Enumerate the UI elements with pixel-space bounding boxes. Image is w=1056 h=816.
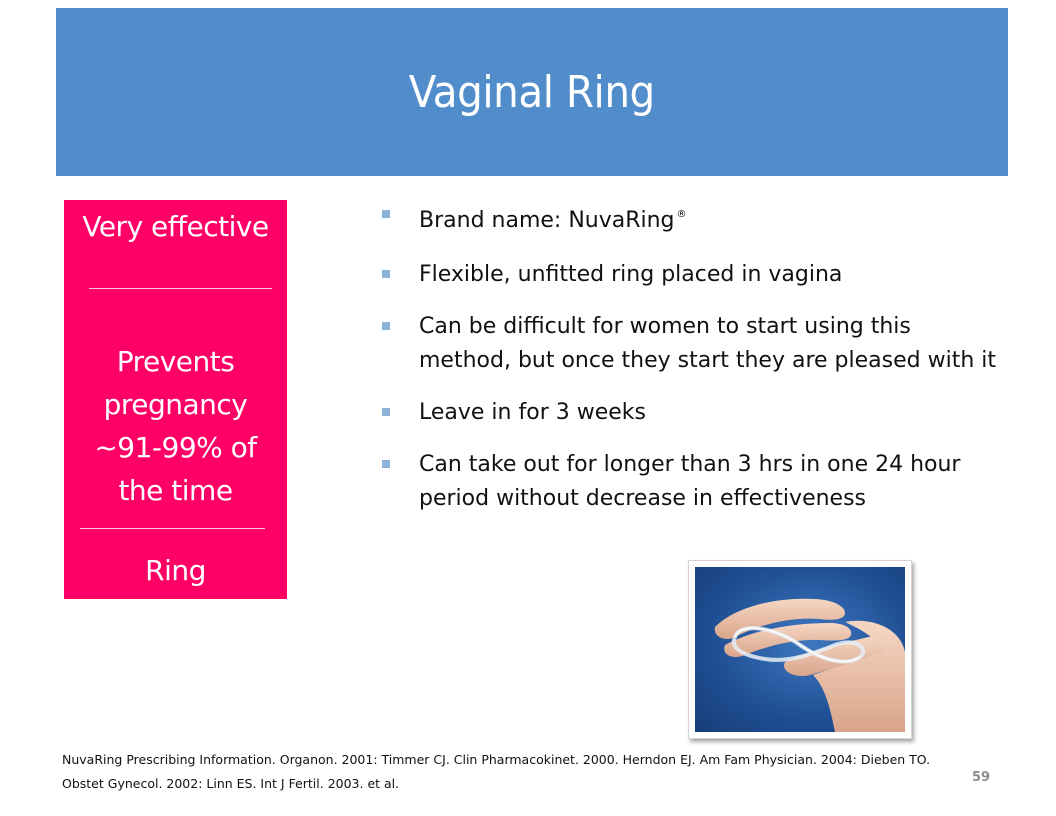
effectiveness-description: Prevents pregnancy ~91-99% of the time [94,345,257,507]
square-bullet-icon [382,408,390,416]
bullet-text: Leave in for 3 weeks [419,400,646,425]
hand-ring-illustration [695,567,905,732]
hand-holding-ring-photo [695,567,905,732]
square-bullet-icon [382,270,390,278]
bullet-text: Flexible, unfitted ring placed in vagina [419,262,843,287]
bullet-item [378,396,998,430]
bullet-list [378,198,998,534]
method-name: Ring [145,554,206,587]
divider [89,288,272,289]
square-bullet-icon [382,460,390,468]
title-bar [56,8,1008,176]
citation: NuvaRing Prescribing Information. Organon. 2001: Timmer CJ. Clin Pharmacokinet. 2000. Herndon EJ. Am Fam Physician. 2004: Dieben TO. Obstet Gynecol. 2002: Linn ES. Int J Fertil. 2003. et al. [62,752,931,791]
bullet-text: Can be difficult for women to start using this method, but once they start they are pleased with it [419,314,996,373]
bullet-item [378,258,998,292]
registered-mark: ® [676,209,687,220]
slide-title: Vaginal Ring [408,66,656,118]
bullet-item [378,310,998,378]
page-number: 59 [972,770,991,785]
effectiveness-level: Very effective [82,210,269,243]
bullet-item [378,198,998,238]
bullet-item [378,448,998,516]
divider [80,528,265,529]
effectiveness-box [64,200,287,599]
bullet-text: Can take out for longer than 3 hrs in one 24 hour period without decrease in effectiveness [419,452,961,511]
ring-photo-frame [688,560,912,739]
square-bullet-icon [382,322,390,330]
bullet-text: Brand name: NuvaRing [419,208,675,233]
square-bullet-icon [382,210,390,218]
